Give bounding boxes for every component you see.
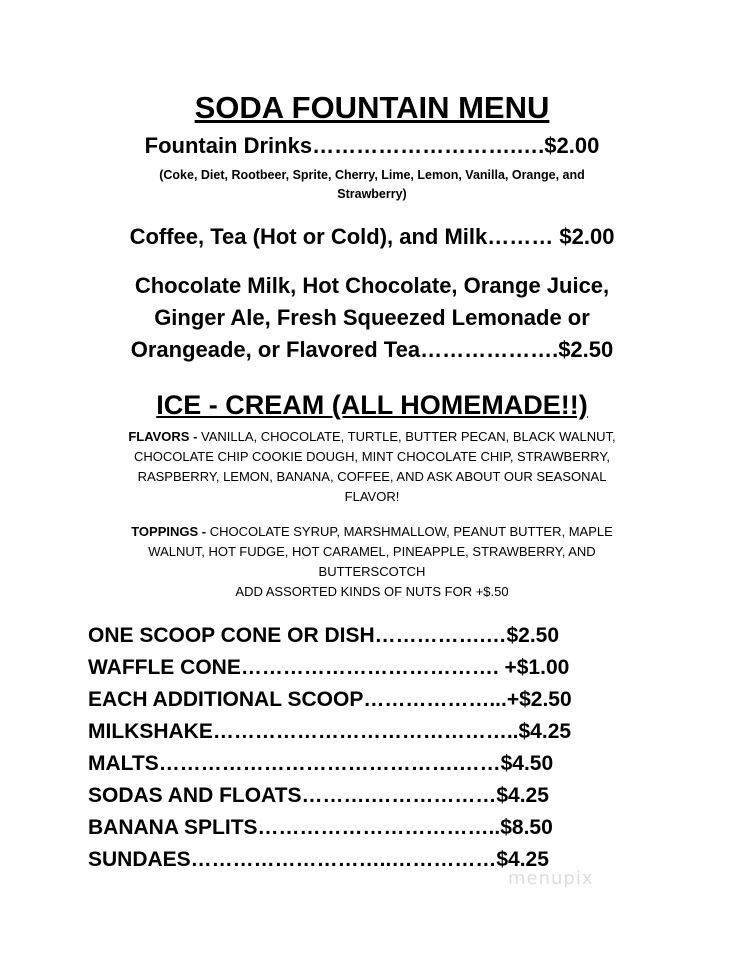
fountain-drinks-line: Fountain Drinks……………………….….$2.00 (144, 133, 600, 158)
menu-item: SODAS AND FLOATS……….………………$4.25 (88, 784, 549, 807)
chocolate-line-1: Chocolate Milk, Hot Chocolate, Orange Juice, (134, 273, 610, 298)
chocolate-milk-block (0, 270, 744, 366)
fountain-note-line-1: (Coke, Diet, Rootbeer, Sprite, Cherry, Lime, Lemon, Vanilla, Orange, and (159, 168, 585, 182)
ice-cream-title: ICE - CREAM (ALL HOMEMADE!!) (156, 390, 588, 420)
chocolate-line-3: Orangeade, or Flavored Tea……………….$2.50 (130, 337, 614, 362)
price-list (88, 620, 668, 876)
toppings-label: TOPPINGS - (131, 524, 207, 539)
nuts-note: ADD ASSORTED KINDS OF NUTS FOR +$.50 (235, 584, 509, 599)
flavors-text-3: RASPBERRY, LEMON, BANANA, COFFEE, AND ASK ABOUT OUR SEASONAL (137, 469, 607, 484)
toppings-paragraph (90, 522, 654, 602)
menu-item: EACH ADDITIONAL SCOOP………………...+$2.50 (88, 688, 572, 711)
chocolate-line-2: Ginger Ale, Fresh Squeezed Lemonade or (154, 305, 590, 330)
menu-item: SUNDAES………………………..……………$4.25 (88, 848, 549, 871)
menupix-watermark: menupix (508, 868, 594, 889)
menu-item: ONE SCOOP CONE OR DISH…………….…$2.50 (88, 624, 560, 647)
menu-title: SODA FOUNTAIN MENU (194, 90, 550, 125)
coffee-tea-line: Coffee, Tea (Hot or Cold), and Milk……… $2.00 (129, 224, 615, 249)
menu-item: WAFFLE CONE………………………………. +$1.00 (88, 656, 570, 679)
menu-item: BANANA SPLITS……………………………..$8.50 (88, 816, 553, 839)
fountain-drinks-note (0, 166, 744, 204)
flavors-text-4: FLAVOR! (344, 489, 400, 504)
toppings-text-2: WALNUT, HOT FUDGE, HOT CARAMEL, PINEAPPLE, STRAWBERRY, AND (148, 544, 596, 559)
menu-item: MALTS…………………………………….……$4.50 (88, 752, 554, 775)
flavors-label: FLAVORS - (128, 429, 198, 444)
flavors-text-2: CHOCOLATE CHIP COOKIE DOUGH, MINT CHOCOLATE CHIP, STRAWBERRY, (133, 449, 611, 464)
toppings-text-3: BUTTERSCOTCH (318, 564, 426, 579)
flavors-paragraph (90, 427, 654, 507)
toppings-text-1: CHOCOLATE SYRUP, MARSHMALLOW, PEANUT BUTTER, MAPLE (206, 524, 613, 539)
menu-item: MILKSHAKE……………………………………..$4.25 (88, 720, 572, 743)
flavors-text-1: VANILLA, CHOCOLATE, TURTLE, BUTTER PECAN, BLACK WALNUT, (197, 429, 616, 444)
fountain-note-line-2: Strawberry) (337, 187, 407, 201)
